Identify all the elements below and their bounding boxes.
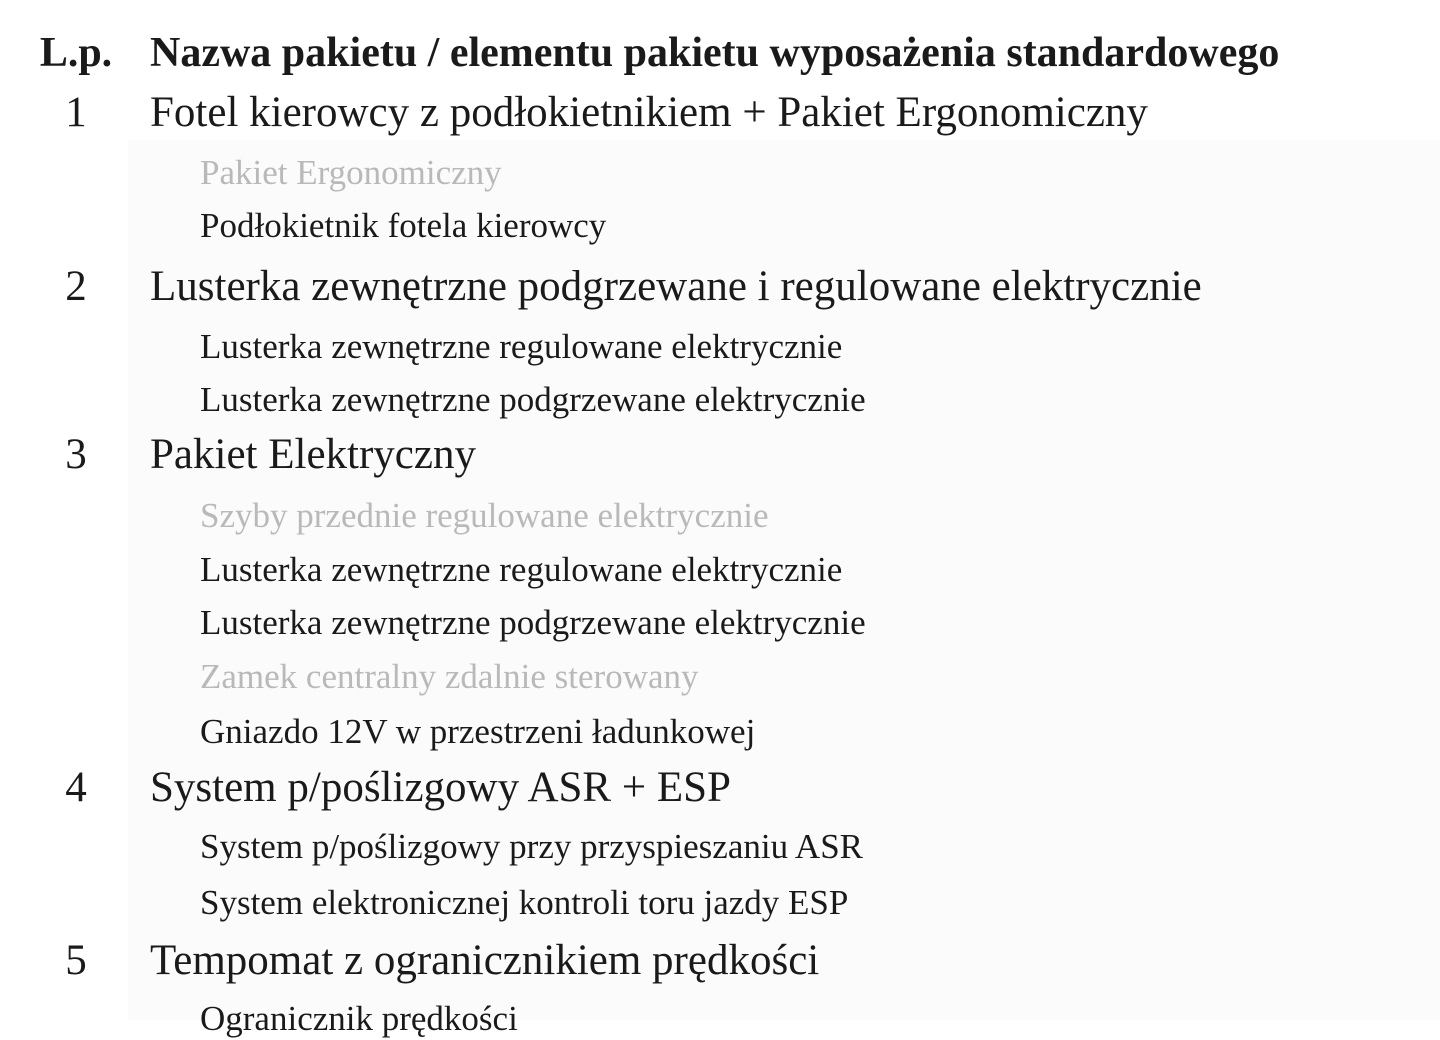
header-lp: L.p.	[39, 30, 113, 76]
package-item-label: Zamek centralny zdalnie sterowany	[200, 657, 699, 696]
package-item-label: Ogranicznik prędkości	[200, 999, 518, 1038]
package-name: Tempomat z ogranicznikiem prędkości	[150, 937, 820, 984]
package-item-label: Lusterka zewnętrzne regulowane elektrycznie	[200, 550, 843, 589]
package-item-label: Podłokietnik fotela kierowcy	[200, 206, 607, 245]
package-item-label: Lusterka zewnętrzne regulowane elektrycznie	[200, 327, 843, 366]
package-name: Fotel kierowcy z podłokietnikiem + Pakiet Ergonomiczny	[150, 89, 1148, 136]
package-item-label: Gniazdo 12V w przestrzeni ładunkowej	[200, 712, 756, 751]
package-item-label: Szyby przednie regulowane elektrycznie	[200, 496, 769, 535]
package-number: 2	[65, 263, 87, 310]
package-name: Lusterka zewnętrzne podgrzewane i regulowane elektrycznie	[150, 263, 1202, 310]
package-item-label: Lusterka zewnętrzne podgrzewane elektrycznie	[200, 603, 866, 642]
package-item-label: System elektronicznej kontroli toru jazdy ESP	[200, 883, 849, 922]
header-name: Nazwa pakietu / elementu pakietu wyposażenia standardowego	[150, 30, 1280, 76]
package-item-label: Lusterka zewnętrzne podgrzewane elektrycznie	[200, 380, 866, 419]
package-number: 5	[65, 937, 87, 984]
package-item-label: System p/poślizgowy przy przyspieszaniu ASR	[200, 827, 864, 866]
package-number: 1	[65, 89, 87, 136]
package-name: Pakiet Elektryczny	[150, 431, 476, 478]
package-number: 3	[65, 431, 87, 478]
package-number: 4	[65, 764, 87, 811]
package-item-label: Pakiet Ergonomiczny	[200, 153, 502, 192]
package-name: System p/poślizgowy ASR + ESP	[150, 764, 731, 811]
